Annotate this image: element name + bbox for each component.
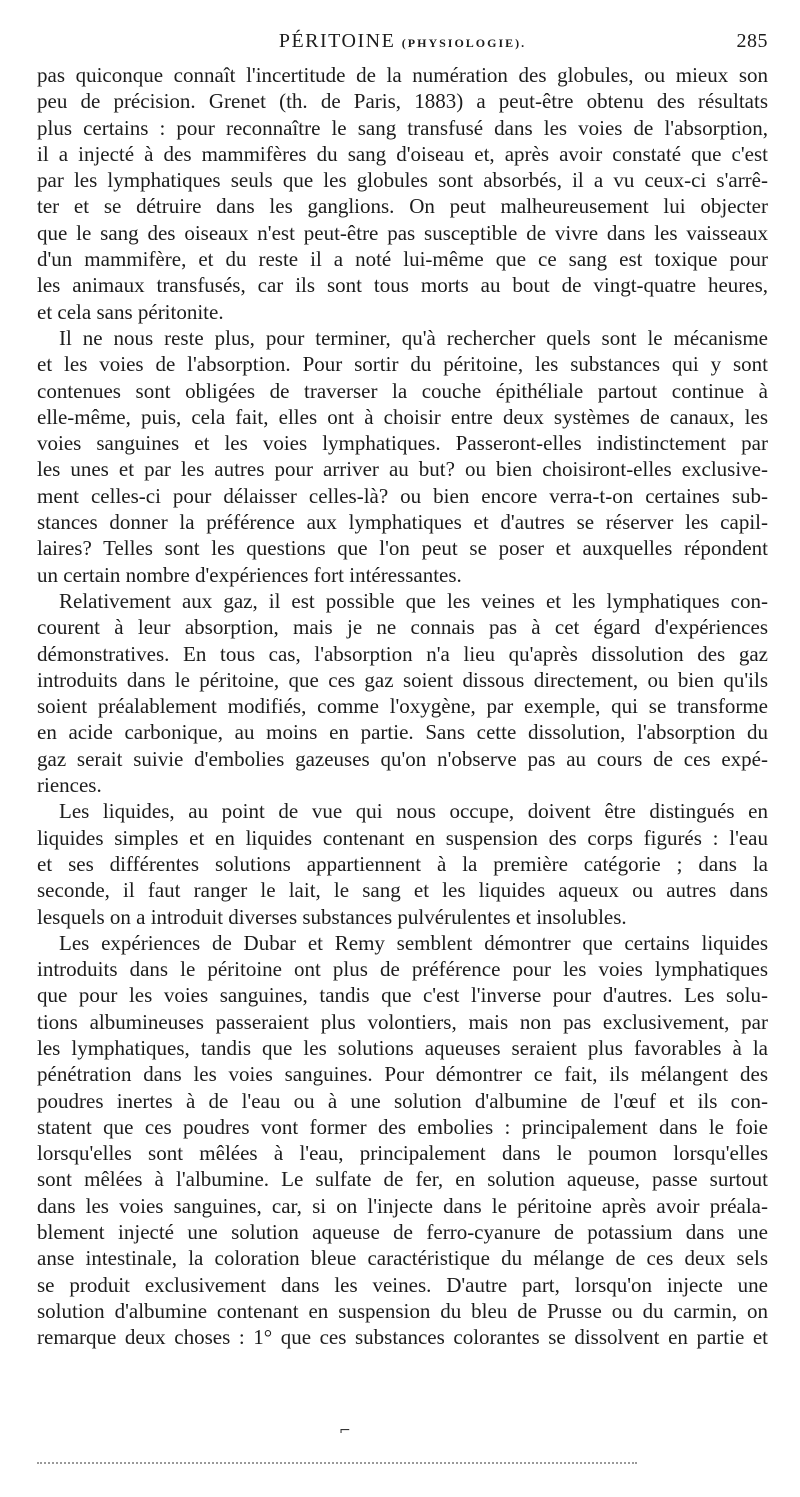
footer-rule xyxy=(37,1462,637,1466)
text-line: plus certains : pour reconnaître le sang transfusé dans les voies de l'absorption, xyxy=(37,115,768,140)
text-line: introduits dans le péritoine ont plus de préférence pour les voies lymphatiques xyxy=(37,957,768,982)
text-line: ment celles-ci pour délaisser celles-là? ou bien encore verra-t-on certaines sub- xyxy=(37,483,768,508)
text-line: se produit exclusivement dans les veines. D'autre part, lorsqu'on injecte une xyxy=(37,1272,768,1297)
body-text xyxy=(37,62,768,1351)
chapter-title: PÉRITOINE xyxy=(278,30,396,52)
running-head xyxy=(37,30,768,56)
text-line: tions albumineuses passeraient plus volontiers, mais non pas exclusivement, par xyxy=(37,1009,768,1034)
text-line: sont mêlées à l'albumine. Le sulfate de fer, en solution aqueuse, passe surtout xyxy=(37,1167,768,1192)
text-line: et cela sans péritonite. xyxy=(37,299,224,324)
text-line: soient préalablement modifiés, comme l'oxygène, par exemple, qui se transforme xyxy=(37,694,768,719)
text-line: introduits dans le péritoine, que ces gaz soient dissous directement, ou bien qu'ils xyxy=(37,667,768,692)
text-line: les lymphatiques, tandis que les solutions aqueuses seraient plus favorables à la xyxy=(37,1035,768,1060)
text-line: dans les voies sanguines, car, si on l'injecte dans le péritoine après avoir préala- xyxy=(37,1193,768,1218)
text-line: seconde, il faut ranger le lait, le sang et les liquides aqueux ou autres dans xyxy=(37,878,768,903)
text-line: en acide carbonique, au moins en partie. Sans cette dissolution, l'absorption du xyxy=(37,720,768,745)
text-line: riences. xyxy=(37,773,102,798)
text-line: les unes et par les autres pour arriver au but? ou bien choisiront-elles exclusive- xyxy=(37,457,768,482)
text-line: les animaux transfusés, car ils sont tous morts au bout de vingt-quatre heures, xyxy=(37,273,768,298)
running-title xyxy=(37,30,768,53)
text-line: poudres inertes à de l'eau ou à une solution d'albumine de l'œuf et ils con- xyxy=(37,1088,768,1113)
text-line: ter et se détruire dans les ganglions. On peut malheureusement lui objecter xyxy=(37,194,768,219)
text-line: stances donner la préférence aux lymphatiques et d'autres se réserver les capil- xyxy=(37,510,768,535)
text-line: par les lymphatiques seuls que les globules sont absorbés, il a vu ceux-ci s'arrê- xyxy=(37,168,768,193)
text-line: elle-même, puis, cela fait, elles ont à choisir entre deux systèmes de canaux, les xyxy=(37,404,768,429)
text-line: solution d'albumine contenant en suspension du bleu de Prusse ou du carmin, on xyxy=(37,1298,768,1323)
text-line: et les voies de l'absorption. Pour sortir du péritoine, les substances qui y sont xyxy=(37,352,768,377)
text-line: voies sanguines et les voies lymphatiques. Passeront-elles indistinctement par xyxy=(37,431,768,456)
paragraph xyxy=(37,325,768,588)
printer-mark: ⌐ xyxy=(339,1423,351,1439)
text-line: démonstratives. En tous cas, l'absorption n'a lieu qu'après dissolution des gaz xyxy=(37,641,768,666)
text-line: Les liquides, au point de vue qui nous occupe, doivent être distingués en xyxy=(59,799,768,824)
text-line: il a injecté à des mammifères du sang d'oiseau et, après avoir constaté que c'est xyxy=(37,141,768,166)
text-line: courent à leur absorption, mais je ne connais pas à cet égard d'expériences xyxy=(37,615,768,640)
text-line: gaz serait suivie d'embolies gazeuses qu'on n'observe pas au cours de ces expé- xyxy=(37,746,768,771)
text-line: pas quiconque connaît l'incertitude de la numération des globules, ou mieux son xyxy=(37,63,768,87)
paragraph xyxy=(37,930,768,1351)
text-line: Il ne nous reste plus, pour terminer, qu'à rechercher quels sont le mécanisme xyxy=(59,325,768,350)
book-page xyxy=(37,0,768,1497)
chapter-subtitle: (PHYSIOLOGIE). xyxy=(401,36,527,50)
text-line: pénétration dans les voies sanguines. Pour démontrer ce fait, ils mélangent des xyxy=(37,1062,768,1087)
page-number: 285 xyxy=(736,30,768,52)
text-line: peu de précision. Grenet (th. de Paris, 1883) a peut-être obtenu des résultats xyxy=(37,89,768,114)
text-line: lesquels on a introduit diverses substances pulvérulentes et insolubles. xyxy=(37,904,627,929)
text-line: que le sang des oiseaux n'est peut-être pas susceptible de vivre dans les vaisseaux xyxy=(37,220,768,245)
paragraph xyxy=(37,798,768,929)
paragraph xyxy=(37,62,768,325)
text-line: statent que ces poudres vont former des embolies : principalement dans le foie xyxy=(37,1114,768,1139)
text-line: Relativement aux gaz, il est possible que les veines et les lymphatiques con- xyxy=(59,588,768,613)
text-line: laires? Telles sont les questions que l'on peut se poser et auxquelles répondent xyxy=(37,536,768,561)
text-line: lorsqu'elles sont mêlées à l'eau, principalement dans le poumon lorsqu'elles xyxy=(37,1141,768,1166)
text-line: d'un mammifère, et du reste il a noté lui-même que ce sang est toxique pour xyxy=(37,247,768,272)
text-line: contenues sont obligées de traverser la couche épithéliale partout continue à xyxy=(37,378,768,403)
paragraph xyxy=(37,588,768,798)
text-line: et ses différentes solutions appartiennent à la première catégorie ; dans la xyxy=(37,851,768,876)
text-line: blement injecté une solution aqueuse de ferro-cyanure de potassium dans une xyxy=(37,1220,768,1245)
text-line: remarque deux choses : 1° que ces substances colorantes se dissolvent en partie et xyxy=(37,1325,768,1350)
text-line: un certain nombre d'expériences fort intéressantes. xyxy=(37,562,462,587)
text-line: anse intestinale, la coloration bleue caractéristique du mélange de ces deux sels xyxy=(37,1246,768,1271)
text-line: Les expériences de Dubar et Remy semblent démontrer que certains liquides xyxy=(59,930,768,955)
text-line: liquides simples et en liquides contenant en suspension des corps figurés : l'eau xyxy=(37,825,768,850)
text-line: que pour les voies sanguines, tandis que c'est l'inverse pour d'autres. Les solu- xyxy=(37,983,768,1008)
